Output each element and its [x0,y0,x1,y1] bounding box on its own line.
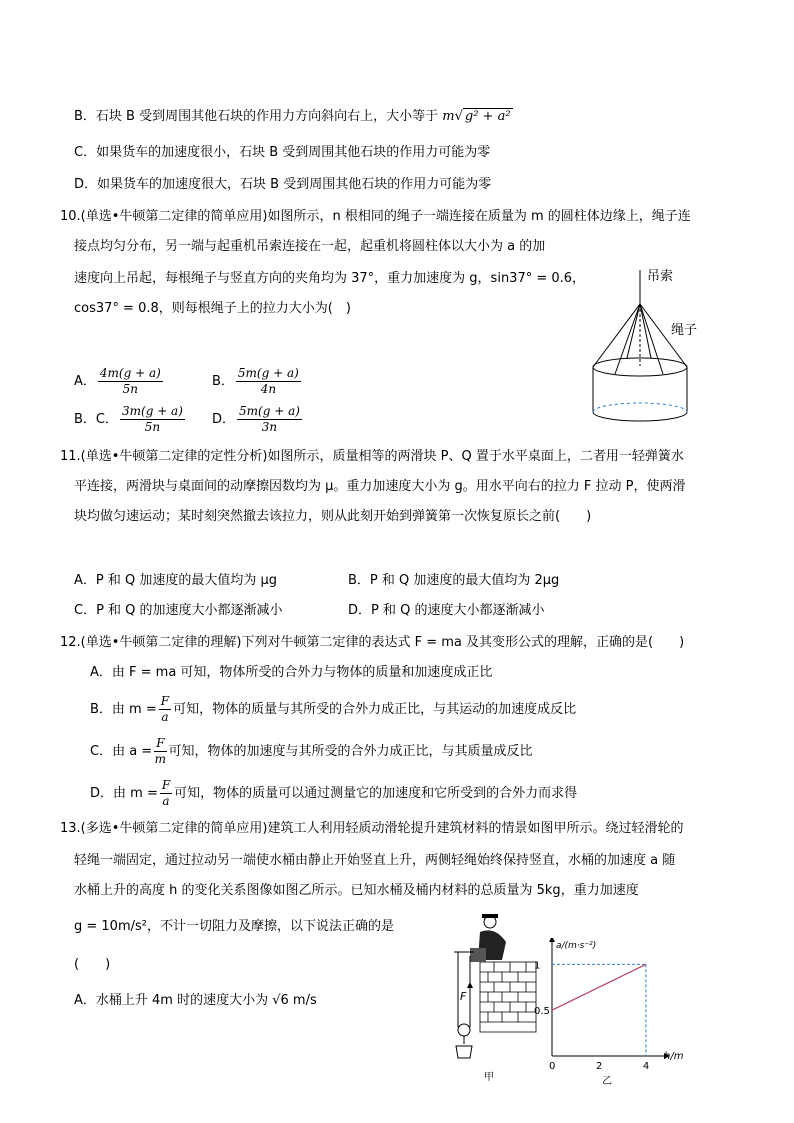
y-tick-label: 1 [534,960,541,972]
y-tick-label: 0.5 [534,1006,550,1018]
q12-option-d: D．由 m = $\frac{F}{a}$ 可知，物体的质量可以通过测量它的加速度和它所受到的合外力而求得 [90,778,578,808]
y-axis-label: a/(m·s⁻²) [556,941,597,951]
q13-stem-line1: 13.(多选•牛顿第二定律的简单应用)建筑工人利用轻质动滑轮提升建筑材料的情景如图甲所示。绕过轻滑轮的 [60,821,684,836]
q10-option-a-fraction: $\frac{4m(g + a)}{5n}$ [99,366,161,396]
q9-option-b-text: B．石块 B 受到周围其他石块的作用力方向斜向右上，大小等于 [74,109,439,124]
q10-option-b: B． $\frac{5m(g + a)}{4n}$ [212,366,299,396]
q13-option-a: A．水桶上升 4m 时的速度大小为 √6 m/s [74,993,317,1008]
q10-option-d: D． $\frac{5m(g + a)}{3n}$ [212,404,300,434]
q10-cylinder-figure [585,262,725,432]
q10-option-b-fraction: $\frac{5m(g + a)}{4n}$ [237,366,299,396]
x-tick-label: 0 [549,1061,556,1072]
q11-stem-line2: 平连接，两滑块与桌面间的动摩擦因数均为 μ。重力加速度大小为 g。用水平向右的拉力 F 拉动 P，使两滑 [74,479,686,494]
q10-option-c-fraction: $\frac{3m(g + a)}{5n}$ [122,404,183,434]
q11-option-b: B．P 和 Q 加速度的最大值均为 2μg [348,573,560,588]
cylinder-bottom-front [593,412,687,421]
q13-stem-line3: 水桶上升的高度 h 的变化关系图像如图乙所示。已知水桶及桶内材料的总质量为 5kg，重力加速度 [74,883,639,898]
q10-stem-line1: 10.(单选•牛顿第二定律的简单应用)如图所示，n 根相同的绳子一端连接在质量为 m 的圆柱体边缘上，绳子连 [60,209,691,224]
q9-option-c: C．如果货车的加速度很小，石块 B 受到周围其他石块的作用力可能为零 [74,145,491,160]
x-tick-label: 4 [642,1061,650,1072]
q10-option-c: B．C． $\frac{3m(g + a)}{5n}$ [74,404,183,434]
q13-chart-yi [528,938,688,1088]
q11-stem-line3: 块均做匀速运动；某时刻突然撤去该拉力，则从此刻开始到弹簧第一次恢复原长之前( ) [74,509,592,524]
q9-option-b-formula: m√ g² + a² [442,109,511,124]
q13-stem-line4: g = 10m/s²，不计一切阻力及摩擦，以下说法正确的是 [74,919,394,934]
figure-jia-label: 甲 [484,1072,494,1083]
chart-layer [534,938,684,1072]
q13-stem-line2: 轻绳一端固定，通过拉动另一端使水桶由静止开始竖直上升，两侧轻绳始终保持竖直，水桶的加速度 a 随 [74,853,676,868]
q11-stem-line1: 11.(单选•牛顿第二定律的定性分析)如图所示，质量相等的两滑块 P、Q 置于水平桌面上，二者用一轻弹簧水 [60,449,684,464]
q10-stem-line4: cos37° = 0.8，则每根绳子上的拉力大小为( ) [74,301,351,316]
worker-icon [470,914,506,962]
label-crane-cable: 吊索 [647,269,674,284]
rope-4 [640,304,663,374]
q11-option-a: A．P 和 Q 加速度的最大值均为 μg [74,573,278,588]
q11-option-d: D．P 和 Q 的速度大小都逐渐减小 [348,603,545,618]
q13-figure-jia [440,912,540,1087]
q12-stem: 12.(单选•牛顿第二定律的理解)下列对牛顿第二定律的表达式 F = ma 及其变形公式的理解，正确的是( ) [60,635,685,650]
x-tick-label: 2 [595,1061,603,1072]
rope-1 [593,304,640,367]
rope-3 [615,304,640,374]
figure-yi-label: 乙 [602,1076,612,1087]
bucket-icon [456,1046,472,1058]
q10-option-a: A． $\frac{4m(g + a)}{5n}$ [74,366,161,396]
cylinder-bottom-back [593,403,687,412]
q9-option-d: D．如果货车的加速度很大，石块 B 受到周围其他石块的作用力可能为零 [74,177,492,192]
force-label-f: F [460,990,467,1003]
q12-option-a: A．由 F = ma 可知，物体所受的合外力与物体的质量和加速度成正比 [90,665,493,680]
q11-option-c: C．P 和 Q 的加速度大小都逐渐减小 [74,603,283,618]
label-rope: 绳子 [671,323,698,338]
q10-option-d-fraction: $\frac{5m(g + a)}{3n}$ [239,404,300,434]
q9-option-b [74,108,513,126]
force-arrowhead [467,982,473,988]
y-axis-arrow [549,938,555,942]
q12-option-b: B．由 m = $\frac{F}{a}$ 可知，物体的质量与其所受的合外力成正比，与其运动的加速度成反比 [90,694,577,724]
q12-option-c: C．由 a = $\frac{F}{m}$ 可知，物体的加速度与其所受的合外力成正比，与其质量成反比 [90,736,533,766]
series-line-a-vs-h [552,964,646,1010]
x-axis-label: h/m [664,1051,684,1062]
q10-stem-line3: 速度向上吊起，每根绳子与竖直方向的夹角均为 37°，重力加速度为 g，sin37° = 0.6， [74,271,586,286]
q10-stem-line2: 接点均匀分布，另一端与起重机吊索连接在一起，起重机将圆柱体以大小为 a 的加 [74,239,546,254]
pulley-icon [458,1024,470,1036]
q13-stem-line5: ( ) [74,957,111,972]
